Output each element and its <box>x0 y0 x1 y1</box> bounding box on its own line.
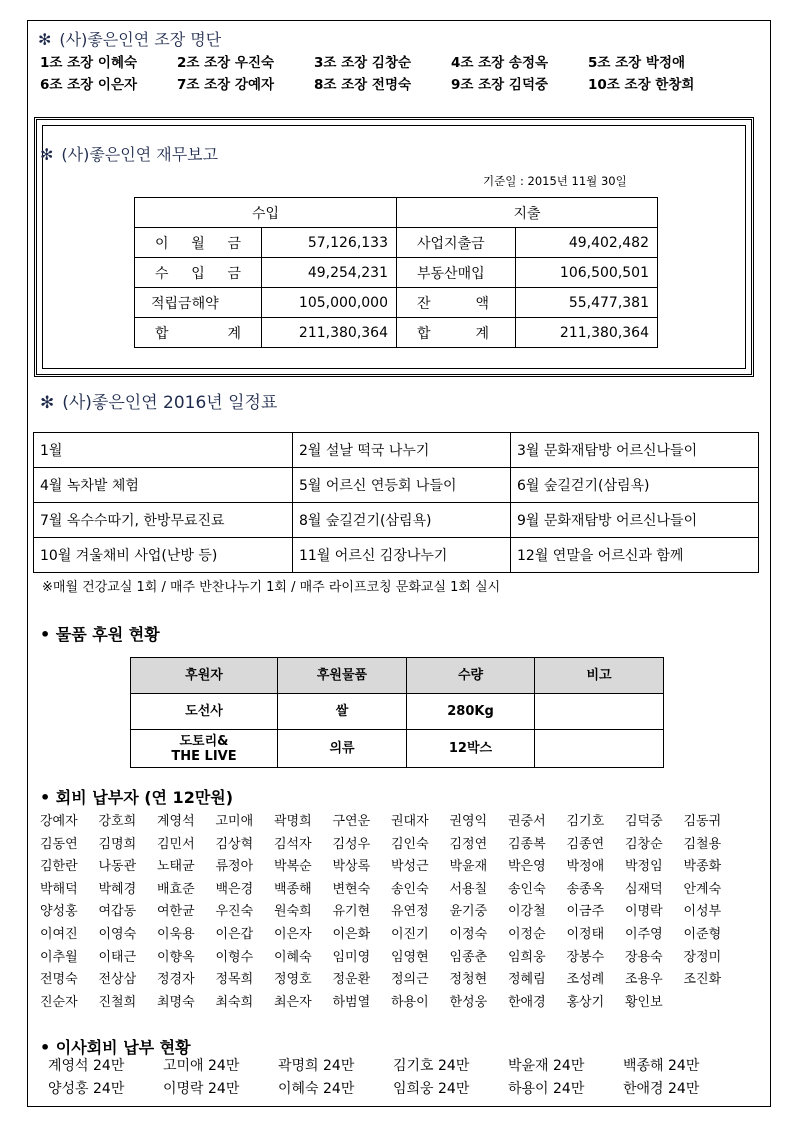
member-name: 김동연 <box>40 836 78 852</box>
schedule-cell: 2월 설날 떡국 나누기 <box>293 433 511 468</box>
member-name: 장용숙 <box>625 949 663 965</box>
member-name: 백은경 <box>215 881 254 897</box>
finance-title <box>40 142 218 165</box>
member-name: 한성웅 <box>449 994 488 1010</box>
expense-header: 지출 <box>397 198 658 228</box>
member-name: 하범열 <box>332 994 371 1010</box>
member-name: 최숙희 <box>215 994 254 1010</box>
member-name: 이주영 <box>625 926 663 942</box>
sponsor-item: 쌀 <box>278 694 407 730</box>
member-name: 여한균 <box>157 904 195 920</box>
member-name: 황인보 <box>625 994 663 1010</box>
member-name: 이여진 <box>40 926 78 942</box>
member-name: 이영숙 <box>98 926 137 942</box>
member-name: 이금주 <box>566 904 605 920</box>
member-name: 변현숙 <box>332 881 371 897</box>
member-name: 전명숙 <box>40 972 78 988</box>
member-name: 송종옥 <box>566 881 605 897</box>
member-name: 장봉수 <box>566 949 605 965</box>
board-entry: 하용이 24만 <box>508 1081 585 1097</box>
member-name: 김한란 <box>40 859 78 875</box>
schedule-cell: 10월 겨울채비 사업(난방 등) <box>34 538 293 573</box>
member-name: 원숙희 <box>274 904 312 920</box>
schedule-cell: 5월 어르신 연등회 나들이 <box>293 468 511 503</box>
board-entry: 계영석 24만 <box>48 1058 125 1074</box>
member-name: 진철희 <box>98 994 137 1010</box>
member-name: 정의근 <box>391 972 429 988</box>
member-name: 이은갑 <box>215 926 254 942</box>
member-name: 조성례 <box>566 972 605 988</box>
sponsors-header: 후원물품 <box>278 658 407 694</box>
member-name: 김종복 <box>508 836 546 852</box>
expense-total-value: 211,380,364 <box>516 318 658 348</box>
schedule-cell: 9월 문화재탐방 어르신나들이 <box>511 503 759 538</box>
sponsor-item: 의류 <box>278 730 407 768</box>
member-name: 조용우 <box>625 972 663 988</box>
board-title: • 이사회비 납부 현황 <box>40 1038 191 1057</box>
member-name: 이진기 <box>391 926 429 942</box>
member-name: 임종춘 <box>449 949 488 965</box>
member-name: 진순자 <box>40 994 78 1010</box>
schedule-cell: 8월 숲길걷기(삼림욕) <box>293 503 511 538</box>
member-name: 이은화 <box>332 926 371 942</box>
board-entry: 백종해 24만 <box>623 1058 700 1074</box>
leader-item: 6조 조장 이은자 <box>40 77 138 93</box>
member-name: 최명숙 <box>157 994 195 1010</box>
income-total-label: 합 계 <box>135 318 262 348</box>
member-name: 심재덕 <box>625 881 663 897</box>
member-name: 정운환 <box>332 972 371 988</box>
member-name: 임영현 <box>391 949 429 965</box>
sponsor-qty: 280Kg <box>407 694 535 730</box>
leaders-title <box>38 27 221 50</box>
income-value: 57,126,133 <box>262 228 397 258</box>
leader-item: 1조 조장 이혜숙 <box>40 55 138 71</box>
schedule-title-text: (사)좋은인연 2016년 일정표 <box>62 393 278 413</box>
board-entry: 한애경 24만 <box>623 1081 700 1097</box>
asterisk-icon: ✻ <box>40 145 54 164</box>
member-name: 박윤재 <box>449 859 488 875</box>
board-entry: 임희웅 24만 <box>393 1081 470 1097</box>
member-name: 이명락 <box>625 904 663 920</box>
member-name: 박정임 <box>625 859 663 875</box>
member-name: 김덕중 <box>625 814 663 829</box>
member-name: 나동관 <box>98 859 137 875</box>
member-name: 이준형 <box>683 926 722 942</box>
member-name: 고미애 <box>215 814 254 829</box>
member-name: 김민서 <box>157 836 195 852</box>
sponsor-note <box>535 694 664 730</box>
expense-label: 부동산매입 <box>397 258 516 288</box>
member-name: 권영익 <box>449 814 488 829</box>
member-name: 이형수 <box>215 949 254 965</box>
expense-total-label: 합 계 <box>397 318 516 348</box>
leader-item: 8조 조장 전명숙 <box>314 77 412 93</box>
schedule-cell: 3월 문화재탐방 어르신나들이 <box>511 433 759 468</box>
member-name: 안계숙 <box>683 881 722 897</box>
income-value: 105,000,000 <box>262 288 397 318</box>
schedule-cell: 4월 녹차밭 체험 <box>34 468 293 503</box>
schedule-cell: 11월 어르신 김장나누기 <box>293 538 511 573</box>
member-name: 윤기중 <box>449 904 488 920</box>
member-name: 이강철 <box>508 904 546 920</box>
member-name: 구연운 <box>332 814 371 829</box>
member-name: 강예자 <box>40 814 78 829</box>
member-name: 이향옥 <box>157 949 195 965</box>
expense-label: 잔 액 <box>397 288 516 318</box>
sponsor-donor: 도선사 <box>131 694 278 730</box>
leaders-title-text: (사)좋은인연 조장 명단 <box>59 30 222 49</box>
income-value: 49,254,231 <box>262 258 397 288</box>
member-name: 박종화 <box>683 859 722 875</box>
income-label: 이 월 금 <box>135 228 262 258</box>
member-name: 김철용 <box>683 836 722 852</box>
sponsors-header: 수량 <box>407 658 535 694</box>
sponsor-donor-line: 도토리& <box>179 733 229 749</box>
member-name: 김명희 <box>98 836 137 852</box>
asterisk-icon: ✻ <box>40 393 55 413</box>
income-header: 수입 <box>135 198 397 228</box>
schedule-cell: 6월 숲길걷기(삼림욕) <box>511 468 759 503</box>
schedule-table <box>33 432 759 573</box>
sponsor-donor <box>131 730 278 768</box>
finance-table <box>134 197 658 348</box>
member-name: 장정미 <box>683 949 722 965</box>
member-name: 김상혁 <box>215 836 254 852</box>
member-name: 정경자 <box>157 972 195 988</box>
leader-item: 5조 조장 박정애 <box>588 55 686 71</box>
leader-item: 7조 조장 강예자 <box>177 77 275 93</box>
expense-value: 49,402,482 <box>516 228 658 258</box>
member-name: 송인숙 <box>391 881 429 897</box>
member-name: 홍상기 <box>566 994 605 1010</box>
leader-item: 10조 조장 한창희 <box>588 77 695 93</box>
leader-item: 4조 조장 송정옥 <box>451 55 549 71</box>
board-entry: 이명락 24만 <box>163 1081 240 1097</box>
schedule-note: ※매월 건강교실 1회 / 매주 반찬나누기 1회 / 매주 라이프코칭 문화교실 1회 실시 <box>42 580 501 595</box>
member-name: 김정연 <box>449 836 488 852</box>
member-name: 유기현 <box>332 904 371 920</box>
sponsor-qty: 12박스 <box>407 730 535 768</box>
member-name: 김종연 <box>566 836 605 852</box>
schedule-cell: 7월 옥수수따기, 한방무료진료 <box>34 503 293 538</box>
member-name: 백종해 <box>274 881 312 897</box>
member-name: 임희웅 <box>508 949 546 965</box>
schedule-title <box>40 388 277 413</box>
member-name: 송인숙 <box>508 881 546 897</box>
income-label: 적립금해약 <box>135 288 262 318</box>
member-name: 이욱용 <box>157 926 195 942</box>
schedule-cell: 1월 <box>34 433 293 468</box>
member-name: 정목희 <box>215 972 254 988</box>
member-name: 정영호 <box>274 972 312 988</box>
member-name: 계영석 <box>157 814 195 829</box>
finance-title-text: (사)좋은인연 재무보고 <box>61 145 219 164</box>
member-name: 김성우 <box>332 836 371 852</box>
member-name: 임미영 <box>332 949 371 965</box>
member-name: 권중서 <box>508 814 546 829</box>
asterisk-icon: ✻ <box>38 30 52 49</box>
member-name: 박정애 <box>566 859 605 875</box>
member-name: 김동귀 <box>683 814 722 829</box>
member-name: 강호희 <box>98 814 137 829</box>
income-total-value: 211,380,364 <box>262 318 397 348</box>
sponsor-note <box>535 730 664 768</box>
member-name: 박혜경 <box>98 881 137 897</box>
member-name: 최은자 <box>274 994 312 1010</box>
member-name: 이혜숙 <box>274 949 312 965</box>
member-name: 박은영 <box>508 859 546 875</box>
member-name: 박해덕 <box>40 881 78 897</box>
expense-value: 55,477,381 <box>516 288 658 318</box>
member-name: 김석자 <box>274 836 312 852</box>
sponsor-donor-line: THE LIVE <box>171 748 237 764</box>
member-name: 하용이 <box>391 994 429 1010</box>
member-name: 노태균 <box>157 859 195 875</box>
member-name: 이은자 <box>274 926 312 942</box>
finance-base-date: 기준일 : 2015년 11월 30일 <box>483 174 627 188</box>
member-name: 류정아 <box>215 859 254 875</box>
member-name: 박성근 <box>391 859 429 875</box>
member-name: 서용칠 <box>449 881 488 897</box>
member-name: 이정숙 <box>449 926 488 942</box>
member-name: 조진화 <box>683 972 722 988</box>
expense-value: 106,500,501 <box>516 258 658 288</box>
member-name: 여갑동 <box>98 904 137 920</box>
member-name: 권대자 <box>391 814 429 829</box>
member-name: 박상록 <box>332 859 371 875</box>
member-name: 양성홍 <box>40 904 78 920</box>
member-name: 전상삼 <box>98 972 137 988</box>
schedule-cell: 12월 연말을 어르신과 함께 <box>511 538 759 573</box>
member-name: 이정순 <box>508 926 546 942</box>
member-name: 이추월 <box>40 949 78 965</box>
income-label: 수 입 금 <box>135 258 262 288</box>
member-name: 이정태 <box>566 926 605 942</box>
member-name: 배효준 <box>157 881 195 897</box>
sponsors-header: 비고 <box>535 658 664 694</box>
leader-item: 2조 조장 우진숙 <box>177 55 275 71</box>
board-entry: 박윤재 24만 <box>508 1058 585 1074</box>
member-name: 정청현 <box>449 972 488 988</box>
member-name: 정혜림 <box>508 972 546 988</box>
board-entry: 고미애 24만 <box>163 1058 240 1074</box>
member-name: 유연정 <box>391 904 429 920</box>
sponsors-title: • 물품 후원 현황 <box>40 625 160 644</box>
sponsors-table <box>130 657 664 768</box>
board-entry: 김기호 24만 <box>393 1058 470 1074</box>
leader-item: 9조 조장 김덕중 <box>451 77 549 93</box>
member-name: 김인숙 <box>391 836 429 852</box>
board-entry: 양성홍 24만 <box>48 1081 125 1097</box>
member-name: 김기호 <box>566 814 605 829</box>
member-name: 이성부 <box>683 904 722 920</box>
member-name: 박복순 <box>274 859 312 875</box>
board-entry: 곽명희 24만 <box>278 1058 355 1074</box>
member-name: 곽명희 <box>274 814 312 829</box>
board-entry: 이혜숙 24만 <box>278 1081 355 1097</box>
leader-item: 3조 조장 김창순 <box>314 55 412 71</box>
expense-label: 사업지출금 <box>397 228 516 258</box>
sponsors-header: 후원자 <box>131 658 278 694</box>
member-name: 김창순 <box>625 836 663 852</box>
members-title: • 회비 납부자 (연 12만원) <box>40 788 234 807</box>
member-name: 이태근 <box>98 949 137 965</box>
member-name: 우진숙 <box>215 904 254 920</box>
member-name: 한애경 <box>508 994 546 1010</box>
